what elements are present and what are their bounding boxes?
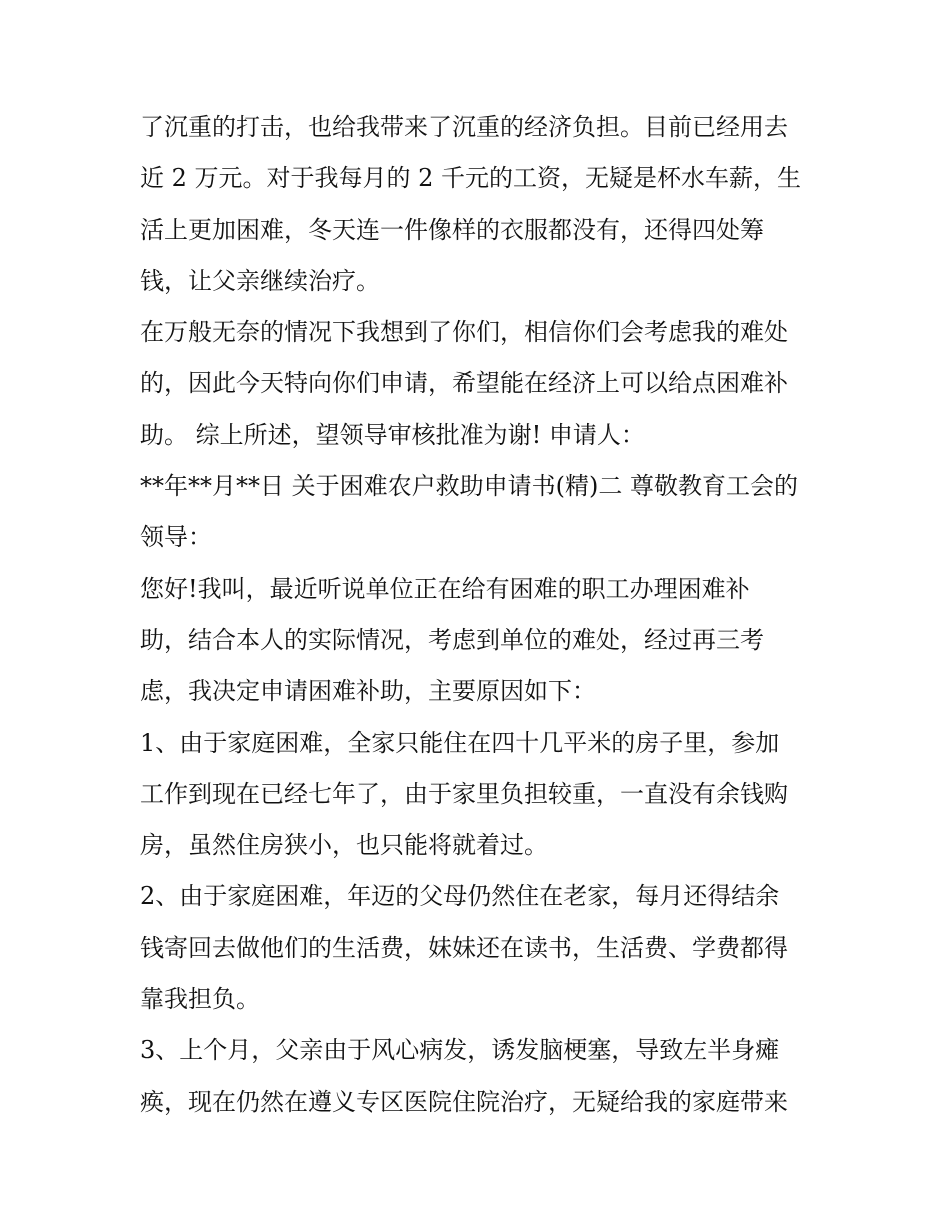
text-line: 领导： — [140, 523, 212, 552]
text-line: 您好!我叫，最近听说单位正在给有困难的职工办理困难补 — [140, 574, 750, 603]
text-line: 在万般无奈的情况下我想到了你们，相信你们会考虑我的难处 — [140, 318, 788, 347]
text-line: 助，结合本人的实际情况，考虑到单位的难处，经过再三考 — [140, 625, 764, 654]
text-line: 痪，现在仍然在遵义专区医院住院治疗，无疑给我的家庭带来 — [140, 1087, 788, 1116]
text-line: 靠我担负。 — [140, 985, 260, 1014]
text-line: 近 2 万元。对于我每月的 2 千元的工资，无疑是杯水车薪，生 — [140, 164, 802, 193]
text-line: 的，因此今天特向你们申请，希望能在经济上可以给点困难补 — [140, 369, 788, 398]
text-line: 钱，让父亲继续治疗。 — [140, 266, 380, 295]
text-line: 了沉重的打击，也给我带来了沉重的经济负担。目前已经用去 — [140, 113, 788, 141]
text-line: 活上更加困难，冬天连一件像样的衣服都没有，还得四处筹 — [140, 215, 764, 244]
text-line: 虑，我决定申请困难补助，主要原因如下： — [140, 677, 596, 706]
document-body — [140, 102, 830, 1128]
text-line: 2、由于家庭困难，年迈的父母仍然住在老家，每月还得结余 — [140, 882, 780, 911]
text-line: 房，虽然住房狭小，也只能将就着过。 — [140, 831, 548, 860]
text-line: 1、由于家庭困难，全家只能住在四十几平米的房子里，参加 — [140, 728, 780, 757]
text-line: **年**月**日 关于困难农户救助申请书(精)二 尊敬教育工会的 — [140, 472, 798, 501]
text-line: 3、上个月，父亲由于风心病发，诱发脑梗塞，导致左半身瘫 — [140, 1036, 780, 1065]
text-line: 工作到现在已经七年了，由于家里负担较重，一直没有余钱购 — [140, 779, 788, 808]
text-line: 钱寄回去做他们的生活费，妹妹还在读书，生活费、学费都得 — [140, 933, 788, 962]
text-line: 助。 综上所述，望领导审核批准为谢! 申请人： — [140, 420, 645, 449]
